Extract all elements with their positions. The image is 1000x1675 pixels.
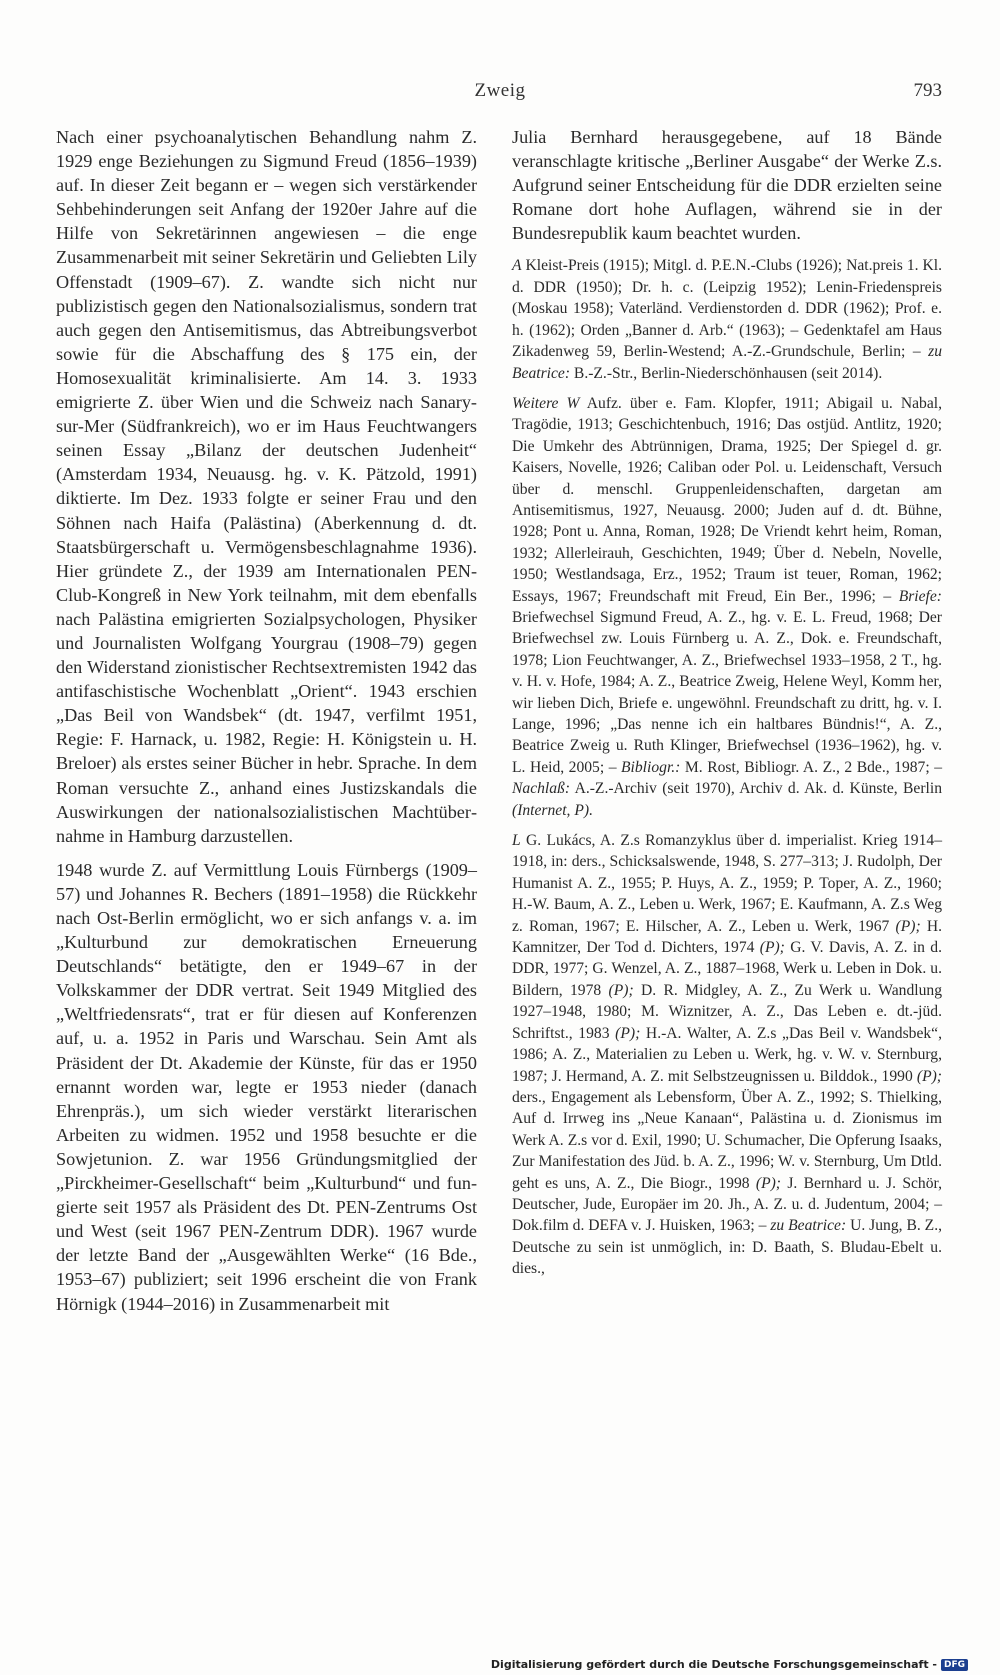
credit-text: Digitalisierung gefördert durch die Deutsche Forschungsgemeinschaft - — [490, 1658, 937, 1671]
page-number: 793 — [913, 80, 942, 101]
literature-section: L G. Lukács, A. Z.s Romanzyklus über d. imperialist. Krieg 1914–1918, in: ders., Schicksalswende, 1948, S. 277–313; J. Rudolph, Der Humanist A. Z., 1955; P. Huys, A. Z., 1959; P. Toper, A. Z., 1960; H.-W. Baum, A. Z., Leben u. Werk, 1967; E. Kaufmann, A. Z.s Weg z. Roman, 1967; E. Hilscher, A. Z., Leben u. Werk, 1967 (P); H. Kamnitzer, Der Tod d. Dichters, 1974 (P); G. V. Davis, A. Z. in d. DDR, 1977; G. Wenzel, A. Z., 1887–1968, Werk u. Leben in Dok. u. Bildern, 1978 (P); D. R. Midgley, A. Z., Zu Werk u. Wandlung 1927–1948, 1980; M. Wiznitzer, A. Z., Das Leben e. dt.-jüd. Schriftst., 1983 (P); H.-A. Walter, A. Z.s „Das Beil v. Wandsbek“, 1986; A. Z., Materialien zu Leben u. Werk, hg. v. W. v. Sternburg, 1987; J. Hermand, A. Z. mit Selbstzeugnissen u. Bilddok., 1990 (P); ders., Engagement als Lebensform, Über A. Z., 1992; S. Thielking, Auf d. Irrweg ins „Neue Kanaan“, Palästina u. d. Zionismus im Werk A. Z.s vor d. Exil, 1990; U. Schumacher, Die Opferung Isaaks, Zur Manifestation des Jüd. b. A. Z., 1996; W. v. Sternburg, Um Dtld. geht es uns, A. Z., Die Biogr., 1998 (P); J. Bernhard u. J. Schör, Deutscher, Jude, Europäer im 20. Jh., A. Z. u. d. Judentum, 2004; – Dok.film d. DEFA v. J. Huisken, 1963; – zu Beatrice: U. Jung, B. Z., Deutsche zu sein ist unmöglich, in: D. Baath, S. Bludau-Ebelt u. dies., — [512, 832, 943, 1278]
awards-section: A Kleist-Preis (1915); Mitgl. d. P.E.N.-Clubs (1926); Nat.preis 1. Kl. d. DDR (1950); Dr. h. c. (Leipzig 1952); Lenin-Friedenspreis (Moskau 1958); Vaterländ. Verdienstorden d. DDR (1962); Prof. e. h. (1962); Orden „Banner d. Arb.“ (1963); – Gedenktafel am Haus Zikadenweg 59, Berlin-Westend; A.-Z.-Grundschule, Berlin; – zu Beatrice: B.-Z.-Str., Berlin-Niederschönhausen (seit 2014). — [512, 257, 942, 382]
right-column — [512, 125, 942, 1289]
section-sigil: Weitere W — [512, 394, 580, 412]
running-head-title: Zweig — [474, 80, 526, 101]
paragraph: 1948 wurde Z. auf Vermittlung Louis Fürnbergs (1909–57) und Johannes R. Bechers (1891–1958) die Rückkehr nach Ost-Berlin ermöglicht, wo er sich anfangs v. a. im „Kulturbund zur demokratischen Erneuerung Deutschlands“ betätigte, den er 1949–67 in der Volkskammer der DDR vertrat. Seit 1949 Mitglied des „Weltfriedensrats“, trat er für diesen auf Konferenzen auf, u. a. 1952 in Paris und Warschau. Sein Amt als Präsident der Dt. Akademie der Künste, für das er 1950 ernannt worden war, legte er 1953 nieder (danach Ehrenpräs.), um sich wieder verstärkt literarischen Arbeiten zu widmen. 1952 und 1958 besuchte er die Sowjetunion. Z. war 1956 Gründungsmitglied der „Pirckheimer-Gesellschaft“ beim „Kulturbund“ und fungierte seit 1957 als Präsident des Dt. PEN-Zentrums Ost und West (seit 1967 PEN-Zentrum DDR). 1967 wurde der letzte Band der „Ausgewählten Werke“ (16 Bde., 1953–67) publiziert; seit 1996 erscheint die von Frank Hörnigk (1944–2016) in Zusammenarbeit mit — [56, 859, 477, 1314]
section-sigil: L — [512, 832, 521, 850]
paragraph: Julia Bernhard herausgegebene, auf 18 Bände veranschlagte kritische „Berliner Ausgabe“ der Werke Z.s. Aufgrund seiner Entscheidung für die DDR erzielten seine Romane dort hohe Auflagen, während sie in der Bundesrepublik kaum beachtet wurden. — [512, 127, 942, 244]
left-column — [56, 125, 477, 1316]
dfg-logo-icon: DFG — [941, 1659, 968, 1671]
paragraph: Nach einer psychoanalytischen Behandlung nahm Z. 1929 enge Beziehungen zu Sigmund Freud (1856–1939) auf. In dieser Zeit begann er – wegen sich verstärkender Sehbehinderungen seit Anfang der 1920er Jahre auf die Hilfe von Sekretärinnen angewiesen – die enge Zusammenarbeit mit seiner Sekretärin und Geliebten Lily Offenstadt (1909–67). Z. wandte sich nicht nur publizistisch gegen den Nationalsozialismus, sondern trat auch gegen den Antisemitismus, das Abtreibungsverbot sowie für die Abschaffung des § 175 ein, der Homosexualität kriminalisierte. Am 14. 3. 1933 emigrierte Z. über Wien und die Schweiz nach Sanary-sur-Mer (Südfrankreich), wo er im Haus Feuchtwangers seinen Essay „Bilanz der deutschen Judenheit“ (Amsterdam 1934, Neuausg. hg. v. K. Pätzold, 1991) diktierte. Im Dez. 1933 folgte er seiner Frau und den Söhnen nach Haifa (Palästina) (Aberkennung d. dt. Staatsbürgerschaft u. Vermögensbeschlagnahme 1936). Hier gründete Z., der 1939 am Internationalen PEN-Club-Kongreß in New York teilnahm, mit dem ebenfalls nach Palästina emigrierten Sozialpsychologen, Physiker und Journalisten Wolfgang Yourgrau (1908–79) gegen den Widerstand zionistischer Rechtsextremisten 1942 das antifaschistische Wochenblatt „Orient“. 1943 erschien „Das Beil von Wandsbek“ (dt. 1947, verfilmt 1951, Regie: F. Harnack, u. 1982, Regie: H. Königstein u. H. Breloer) als erstes seiner Bücher in hebr. Sprache. In dem Roman versuchte Z., anhand eines Justizskandals die Auswirkungen der nationalsozialistischen Machtübernahme in Hamburg darzustellen. — [56, 127, 477, 846]
digitization-credit — [491, 1658, 968, 1671]
works-section: Weitere W Aufz. über e. Fam. Klopfer, 1911; Abigail u. Nabal, Tragödie, 1913; Geschichtenbuch, 1916; Das ostjüd. Antlitz, 1920; Die Umkehr des Abtrünnigen, Drama, 1925; Der Spiegel d. gr. Kaisers, Novelle, 1926; Caliban oder Pol. u. Leidenschaft, Versuch über d. menschl. Gruppenleidenschaften, dargetan am Antisemitismus, 1927, Neuausg. 2000; Juden auf d. dt. Bühne, 1928; Pont u. Anna, Roman, 1928; De Vriendt kehrt heim, Roman, 1932; Allerleirauh, Geschichten, 1949; Über d. Nebeln, Novelle, 1950; Westlandsaga, Erz., 1952; Traum ist teuer, Roman, 1962; Essays, 1967; Freundschaft mit Freud, Ein Ber., 1996; – Briefe: Briefwechsel Sigmund Freud, A. Z., hg. v. E. L. Freud, 1968; Der Briefwechsel zw. Louis Fürnberg u. A. Z., Dok. e. Freundschaft, 1978; Lion Feuchtwanger, A. Z., Briefwechsel 1933–1958, 2 T., hg. v. H. v. Hofe, 1984; A. Z., Beatrice Zweig, Helene Weyl, Komm her, wir lieben Dich, Briefe e. ungewöhnl. Freundschaft zu dritt, hg. v. I. Lange, 1996; „Das nenne ich ein haltbares Bündnis!“, A. Z., Beatrice Zweig u. Ruth Klinger, Briefwechsel (1936–1962), hg. v. L. Heid, 2005; – Bibliogr.: M. Rost, Bibliogr. A. Z., 2 Bde., 1987; – Nachlaß: A.-Z.-Archiv (seit 1970), Archiv d. Ak. d. Künste, Berlin (Internet, P). — [512, 394, 942, 819]
section-sigil: A — [512, 257, 522, 275]
